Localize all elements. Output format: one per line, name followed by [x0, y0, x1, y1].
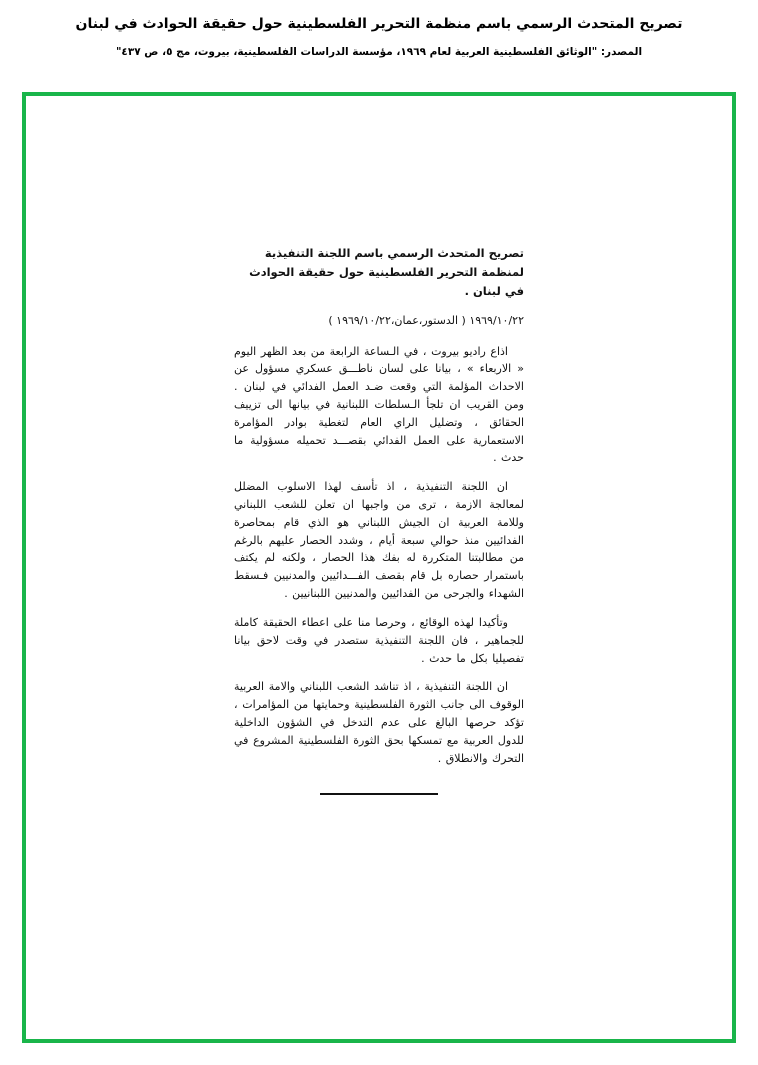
page-source: المصدر: "الوثائق الفلسطينية العربية لعام ١٩٦٩، مؤسسة الدراسات الفلسطينية، بيروت، مج ٥، ص ٤٣٧": [115, 46, 643, 58]
scan-paragraph: وتأكيدا لهذه الوقائع ، وحرصا منا على اعطاء الحقيقة كاملة للجماهير ، فان اللجنة التنفيذية ستصدر في وقت لاحق بيانا تفصيليا بكل ما حدث .: [234, 615, 524, 665]
scan-dateline: ١٩٦٩/١٠/٢٢ ( الدستور،عمان،١٩٦٩/١٠/٢٢ ): [328, 313, 524, 327]
page-title: تصريح المتحدث الرسمي باسم منظمة التحرير الفلسطينية حول حقيقة الحوادث في لبنان: [75, 16, 683, 32]
scan-end-rule: [320, 793, 438, 795]
scan-paragraph: ان اللجنة التنفيذية ، اذ تأسف لهذا الاسلوب المضلل لمعالجة الازمة ، ترى من واجبها ان تعلن للشعب اللبناني وللامة العربية ان الجيش اللبناني هو الذي قام بمحاصرة الفدائيين منذ حوالي سبعة أيام ، وشدد الحصار عليهم بالرغم من مطالبتنا المتكررة له بفك هذا الحصار ، ولكنه لم يكتف باستمرار حصاره بل قام بقصف الفـــدائيين والمدنيين فـسقط الشهداء والجرحى من الفدائيين والمدنيين اللبنانيين .: [234, 480, 524, 601]
scan-text-column: [234, 244, 524, 795]
scanned-document-frame: [22, 92, 736, 1043]
page-header: [0, 0, 758, 58]
scan-paragraph: ان اللجنة التنفيذية ، اذ تناشد الشعب اللبناني والامة العربية الوقوف الى جانب الثورة الفلسطينية وحمايتها من المؤامرات ، تؤكد حرصها البالغ على عدم التدخل في الشؤون الداخلية للدول العربية مع تمسكها بحق الثورة الفلسطينية المشروع في التحرك والانطلاق .: [234, 680, 524, 765]
scan-paragraph: اذاع راديو بيروت ، في الـساعة الرابعة من بعد الظهر اليوم « الاربعاء » ، بيانا على لسان ناطـــق عسكري مسؤول عن الاحداث المؤلمة التي وقعت ضـد العمل الفدائي في لبنان . ومن القريب ان تلجأ الـسلطات اللبنانية في بيانها الى تزييف الحقائق ، وتضليل الراي العام لتغطية بوادر المؤامرة الاستعمارية على العمل الفدائي بقصـــد تحميله مسؤولية ما حدث .: [234, 344, 524, 465]
scan-heading: تصريح المتحدث الرسمي باسم اللجنة التنفيذية لمنظمة التحرير الفلسطينية حول حقيقة الحوادث في لبنان .: [249, 246, 524, 298]
scanned-document-body: [26, 244, 732, 795]
